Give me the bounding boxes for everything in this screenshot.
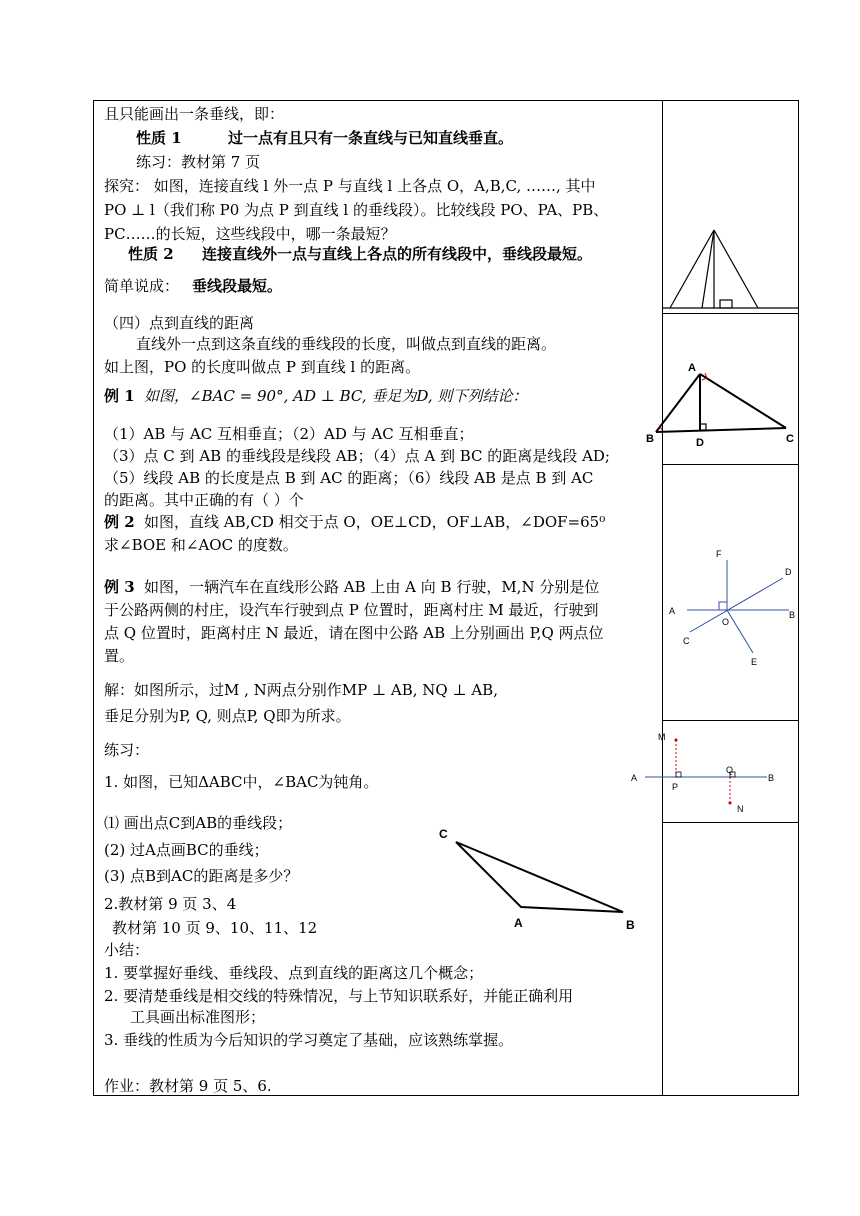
label-o: O [722,617,730,627]
label-e: E [751,657,758,667]
figure-example-1 [640,360,800,455]
label-c: C [683,636,690,646]
summary-item: 1. 要掌握好垂线、垂线段、点到直线的距离这几个概念； [104,964,484,982]
label-a: A [688,362,696,374]
example-2-label: 例 2 [104,513,135,531]
example-3-label: 例 3 [104,578,135,596]
solution-line: 解：如图所示，过M , N两点分别作MP ⊥ AB, NQ ⊥ AB, [104,681,498,699]
text-line: 且只能画出一条垂线，即： [104,105,285,123]
text-line: （3）点 C 到 AB 的垂线段是线段 AB；（4）点 A 到 BC 的距离是线段 AD; [104,447,610,465]
solution-line: 垂足分别为P, Q, 则点P, Q即为所求。 [104,707,351,725]
row-divider-3 [663,720,799,721]
text-line: 于公路两侧的村庄，设汽车行驶到点 P 位置时，距离村庄 M 最近，行驶到 [104,601,599,619]
property-2-text: 连接直线外一点与直线上各点的所有线段中，垂线段最短。 [202,245,593,263]
text-line: 练习：教材第 7 页 [136,153,261,171]
text-line: 简单说成： [104,277,180,295]
example-1-label: 例 1 [104,387,135,405]
label-d: D [785,567,792,577]
text-line: 点 Q 位置时，距离村庄 N 最近，请在图中公路 AB 上分别画出 P,Q 两点位 [104,624,604,642]
text-line: 2.教材第 9 页 3、4 [104,895,237,913]
text-line: 如上图，PO 的长度叫做点 P 到直线 l 的距离。 [104,358,421,376]
text-line: 求∠BOE 和∠AOC 的度数。 [104,536,298,554]
summary-phrase: 垂线段最短。 [192,277,283,295]
label-a: A [631,773,638,783]
label-a: A [514,916,523,930]
example-2-text: 如图，直线 AB,CD 相交于点 O，OE⊥CD，OF⊥AB，∠DOF=65⁰ [144,513,606,531]
label-b: B [789,610,796,620]
property-1-text: 过一点有且只有一条直线与已知直线垂直。 [228,129,514,147]
text-line: 直线外一点到这条直线的垂线段的长度，叫做点到直线的距离。 [136,335,557,353]
label-m: M [658,732,666,742]
example-3-text: 如图，一辆汽车在直线形公路 AB 上由 A 向 B 行驶，M,N 分别是位 [144,578,600,596]
text-line: (2) 过A点画BC的垂线； [104,841,269,859]
row-divider-2 [663,464,799,465]
text-line: （5）线段 AB 的长度是点 B 到 AC 的距离；（6）线段 AB 是点 B 到 AC [104,469,594,487]
figure-practice-triangle [430,822,650,937]
label-c: C [786,433,794,445]
label-c: C [439,827,448,841]
property-1-label: 性质 1 [136,129,182,147]
text-line: PO ⊥ l（我们称 P0 为点 P 到直线 l 的垂线段）。比较线段 PO、PA、PB、 [104,201,609,219]
text-line: （1）AB 与 AC 互相垂直；（2）AD 与 AC 互相垂直； [104,425,474,443]
figure-example-3 [625,725,800,820]
label-n: N [737,804,744,814]
text-line: 的距离。其中正确的有（ ）个 [104,491,304,509]
label-b: B [768,773,775,783]
summary-item: 3. 垂线的性质为今后知识的学习奠定了基础，应该熟练掌握。 [104,1031,514,1049]
label-p: P [672,782,679,792]
example-1-text: 如图，∠BAC = 90°, AD ⊥ BC, 垂足为D, 则下列结论： [144,387,528,405]
property-2-label: 性质 2 [128,245,174,263]
figure-perpendicular-segment [652,220,802,320]
text-line: 探究： 如图，连接直线 l 外一点 P 与直线 l 上各点 O，A,B,C, ……, 其中 [104,177,596,195]
label-d: D [696,437,704,449]
text-line: PC……的长短，这些线段中，哪一条最短？ [104,225,396,243]
label-f: F [716,549,722,559]
summary-heading: 小结： [104,941,150,959]
summary-item: 2. 要清楚垂线是相交线的特殊情况，与上节知识联系好，并能正确利用 [104,987,574,1005]
label-q: Q [726,765,734,775]
homework-line: 作业：教材第 9 页 5、6. [104,1077,272,1095]
text-line: 置。 [104,647,135,665]
figure-example-2 [665,545,800,670]
row-divider-4 [663,822,799,823]
text-line: 教材第 10 页 9、10、11、12 [112,919,318,937]
label-b: B [626,918,635,932]
text-line: 1. 如图，已知ΔABC中，∠BAC为钝角。 [104,773,379,791]
section-heading: （四）点到直线的距离 [104,314,255,332]
text-line: (3) 点B到AC的距离是多少？ [104,867,299,885]
label-a: A [669,606,676,616]
label-b: B [646,433,654,445]
summary-item: 工具画出标准图形； [130,1008,266,1026]
practice-heading: 练习： [104,741,150,759]
text-line: ⑴ 画出点C到AB的垂线段； [104,814,293,832]
